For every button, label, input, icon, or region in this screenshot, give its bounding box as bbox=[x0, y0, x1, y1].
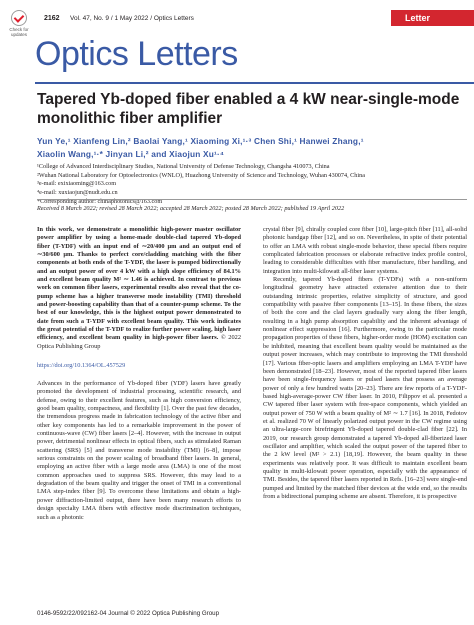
doi-link[interactable]: https://doi.org/10.1364/OL.457529 bbox=[37, 362, 126, 369]
check-for-updates-badge[interactable] bbox=[6, 10, 32, 44]
publication-history: Received 8 March 2022; revised 28 March 2022; accepted 28 March 2022; posted 28 March 2022; published 19 April 2022 bbox=[37, 205, 345, 212]
authors-line-2: Xiaolin Wang,¹·* Jinyan Li,² and Xiaojun Xu¹·⁴ bbox=[37, 149, 225, 159]
copyright: © 2022 Optica Publishing Group bbox=[37, 334, 241, 350]
article-type-tag: Letter bbox=[391, 10, 474, 26]
journal-title: Optics Letters bbox=[35, 35, 238, 73]
article-title: Tapered Yb-doped fiber enabled a 4 kW near-single-mode monolithic fiber amplifier bbox=[37, 91, 460, 127]
authors-line-1: Yun Ye,¹ Xianfeng Lin,² Baolai Yang,¹ Xiaoming Xi,¹·³ Chen Shi,¹ Hanwei Zhang,¹ bbox=[37, 136, 364, 146]
paragraph: crystal fiber [9], chirally coupled core fiber [10], large-pitch fiber [11], all-solid photonic bandgap fiber [12], and so on. Nevertheless, in spite of their potential to offer an LMA with robust single-mode behavior, these special fibers require complicated fabrication processes or elaborate refractive index profile control, leading to considerable difficulties with fiber manufacture, fiber handling, and integration into multi-kilowatt all-fiber laser systems. bbox=[263, 226, 467, 275]
author-list bbox=[37, 135, 467, 161]
paragraph: Recently, tapered Yb-doped fibers (T-YDFs) with a non-uniform longitudinal geometry have attracted extensive attention due to their outstanding intrinsic properties, relative simplicity of structure, and good compatibility with passive fiber components [13–15]. In these fibers, the sizes of both the core and the clad layers gradually vary along the fiber length, resulting in a high pump absorption capability and the inherent advantage of nonlinear effect suppression [16]. Furthermore, owing to the particular mode propagation properties of these fibers, higher-order mode (HOM) excitation can be inhibited, meaning that excellent beam quality would be maintained as the output power increases, which may contribute to improving the TMI threshold [17]. Various fiber-optic lasers and amplifiers employing an LMA T-YDF have been demonstrated [18–23]. However, most of the reported tapered fiber lasers have been single-frequency lasers or pulsed lasers that possess an average power of only a few hundred watts [20–23]. There are few reports of a T-YDF-based high-average-power CW fiber laser. In 2010, Filippov et al. presented a CW tapered fiber laser system with free-space components, which yielded an output power of 750 W with a beam quality of M² ∼ 1.7 [16]. In 2018, Fedotov et al. realized 70 W of linearly polarized output power in the CW regime using an ultra-large-core birefringent Yb-doped tapered double-clad fiber [22]. In 2019, our research group demonstrated a tapered Yb-doped all-fiberized laser oscillator and amplifier, which scaled the output power of the tapered fiber to the 2 kW level (M² > 2.1) [18,19]. However, the beam quality in these experiments was relatively poor. It was difficult to maintain excellent beam quality in multi-kilowatt power operation, especially with the appearance of TMI. Besides, the tapered fiber lasers reported in Refs. [16–23] were single-end pumped and limited by the matched fiber devices at the wide end, so the results from a bidirectional pumping scheme are absent. Therefore, it is prospective bbox=[263, 276, 467, 500]
abstract bbox=[37, 226, 241, 351]
email-1[interactable]: ³e-mail: exixiaoming@163.com bbox=[37, 180, 117, 188]
abstract-text: In this work, we demonstrate a monolithic high-power master oscillator power amplifier by using a home-made double-clad tapered Yb-doped fiber (T-YDF) with an input end of ∼20/400 µm and an output end of ∼30/600 µm. Thanks to perfect core/cladding matching with the fiber components at both ends of the T-YDF, the laser is pumped bidirectionally and an output power of over 4 kW with a high slope efficiency of 84.1% and excellent beam quality M² ∼ 1.46 is achieved. In contrast to previous work on common fiber lasers, experimental results also reveal that the co-pump scheme has a higher transverse mode instability (TMI) threshold and power-boosting capability than that of a counter-pump scheme. To the best of our knowledge, this is the highest output power demonstrated to date from such a T-YDF with excellent beam quality. This work indicates the great potential of the T-YDF to realize further power scaling, high laser efficiency, and excellent beam quality in high-power fiber lasers. bbox=[37, 226, 241, 342]
affiliation-1: ¹College of Advanced Interdisciplinary Studies, National University of Defense Technology, Changsha 410073, China bbox=[37, 163, 330, 170]
title-divider bbox=[35, 82, 474, 84]
corresponding-author[interactable]: *Corresponding author: chinaphotonics@163.com bbox=[37, 197, 163, 205]
introduction-paragraph: Advances in the performance of Yb-doped fiber (YDF) lasers have greatly promoted the development of industrial processing, scientific research, and defense, owing to their excellent features, such as high conversion efficiency, good beam quality, compactness, and flexibility [1]. Over the past few decades, the tremendous progress made in fabrication technology of the active fiber and other key components has led to a remarkable improvement in the power of continuous-wave (CW) fiber lasers [2–4]. However, with the increase in output power, detrimental nonlinear effects in optical fibers, such as stimulated Raman scattering (SRS) [5] and transverse mode instability (TMI) [6–8], impose serious constraints on the power scaling of broadband fiber lasers. In general, employing an active fiber with a large mode area (LMA) is one of the most common approaches used to suppress SRS. However, this may lead to a degradation of the beam quality and trigger the onset of TMI in a conventional LMA step-index fiber [9]. To overcome these limitations and obtain a high-power diffraction-limited output, there have been many research efforts to design specialty LMA fibers with effective mode discrimination techniques, such as a photonic bbox=[37, 380, 241, 521]
running-head: Vol. 47, No. 9 / 1 May 2022 / Optics Letters bbox=[70, 15, 194, 22]
affiliations bbox=[37, 163, 467, 207]
check-badge-label: Check for updates bbox=[9, 27, 29, 37]
page-footer: 0146-9592/22/092162-04 Journal © 2022 Optica Publishing Group bbox=[37, 610, 220, 617]
email-2[interactable]: ⁴e-mail: xuxiaojun@nudt.edu.cn bbox=[37, 189, 118, 197]
right-column bbox=[263, 226, 467, 501]
divider bbox=[37, 199, 467, 200]
checkmark-icon bbox=[11, 10, 27, 26]
page-number: 2162 bbox=[44, 15, 60, 22]
affiliation-2: ²Wuhan National Laboratory for Optoelectronics (WNLO), Huazhong University of Science and Technology, Wuhan 430074, China bbox=[37, 171, 365, 179]
